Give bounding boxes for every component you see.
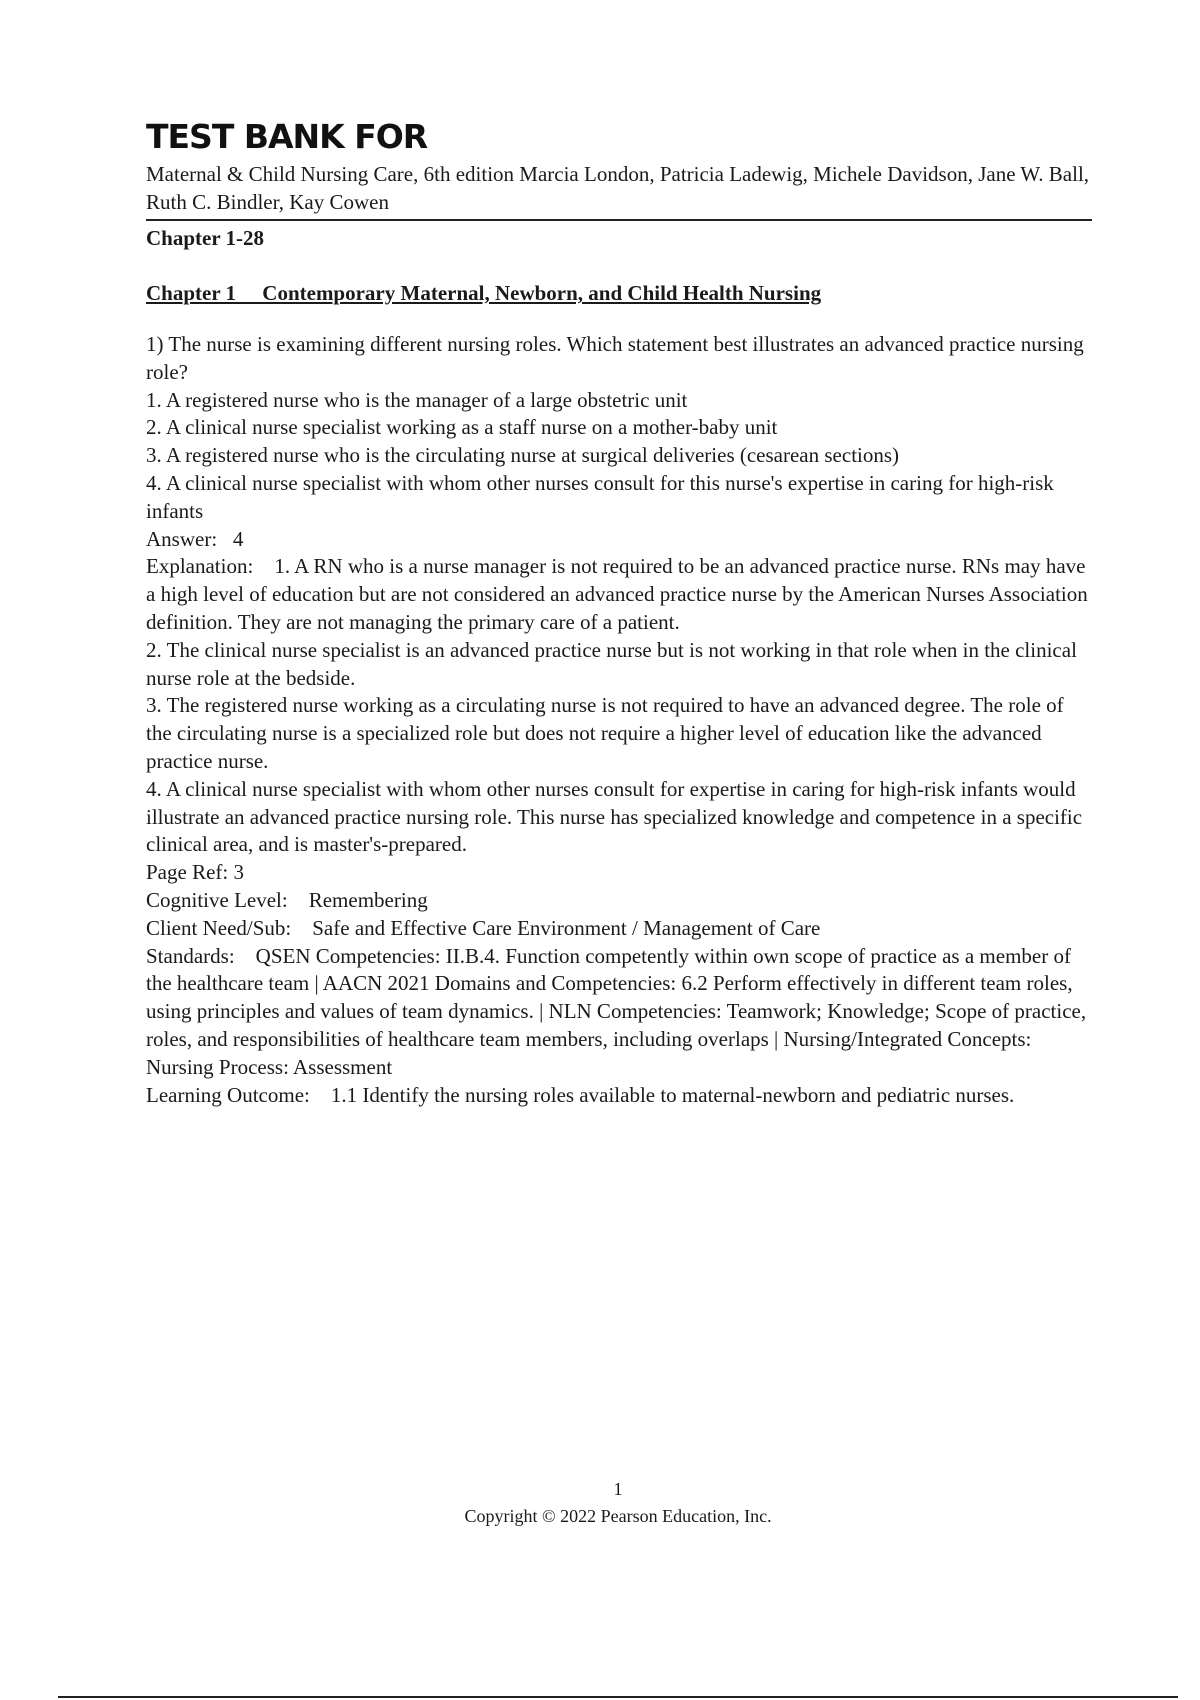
standards-label: Standards:	[146, 943, 235, 968]
explanation-text: 3. The registered nurse working as a circulating nurse is not required to have an advanced degree. The role of the circulating nurse is a specialized role but does not require a higher level of education like the advanced practice nurse.	[146, 693, 1064, 773]
explanation-text: 4. A clinical nurse specialist with whom other nurses consult for expertise in caring for high-risk infants would illustrate an advanced practice nursing role. This nurse has specialized knowledge and competence in a specific clinical area, and is master's-prepared.	[146, 776, 1083, 857]
explanation-text: 1. A RN who is a nurse manager is not required to be an advanced practice nurse. RNs may have a high level of education but are not considered an advanced practice nurse by the American Nurses Association definition. They are not managing the primary care of a patient.	[146, 554, 1088, 634]
answer-line	[146, 526, 1092, 554]
answer-option: 4. A clinical nurse specialist with whom other nurses consult for this nurse's expertise in caring for high-risk infants	[146, 470, 1054, 523]
document-title: TEST BANK FOR	[146, 117, 428, 156]
cognitive-level-line	[146, 887, 1092, 915]
learning-outcome-value: 1.1 Identify the nursing roles available to maternal-newborn and pediatric nurses.	[330, 1082, 1015, 1107]
header-rule	[146, 219, 1092, 221]
standards-value: QSEN Competencies: II.B.4. Function competently within own scope of practice as a member of the healthcare team | AACN 2021 Domains and Competencies: 6.2 Perform effectively in different team roles, using principles and values of team dynamics. | NLN Competencies: Teamwork; Knowledge; Scope of practice, roles, and responsibilities of healthcare team members, including overlaps | Nursing/Integrated Concepts: Nursing Process: Assessment	[146, 943, 1087, 1079]
answer-option: 3. A registered nurse who is the circulating nurse at surgical deliveries (cesarean sections)	[146, 443, 900, 468]
client-need-value: Safe and Effective Care Environment / Management of Care	[312, 915, 821, 940]
bottom-rule	[58, 1696, 1178, 1698]
cognitive-level-value: Remembering	[308, 887, 428, 912]
answer-option: 2. A clinical nurse specialist working as a staff nurse on a mother-baby unit	[146, 415, 778, 440]
explanation-text: 2. The clinical nurse specialist is an advanced practice nurse but is not working in that role when in the clinical nurse role at the bedside.	[146, 637, 1077, 690]
explanation-line	[146, 553, 1092, 636]
page-ref: Page Ref: 3	[146, 860, 244, 885]
page-number: 1	[613, 1479, 623, 1499]
explanation-label: Explanation:	[146, 554, 254, 579]
standards-line	[146, 943, 1092, 1082]
question-stem: 1) The nurse is examining different nursing roles. Which statement best illustrates an advanced practice nursing role?	[146, 332, 1084, 384]
answer-option: 1. A registered nurse who is the manager of a large obstetric unit	[146, 387, 688, 412]
question-block	[146, 331, 1092, 1109]
learning-outcome-label: Learning Outcome:	[146, 1082, 310, 1107]
learning-outcome-line	[146, 1082, 1092, 1110]
answer-label: Answer:	[146, 526, 218, 551]
cognitive-level-label: Cognitive Level:	[146, 887, 288, 912]
chapter-heading: Chapter 1 Contemporary Maternal, Newborn, and Child Health Nursing	[146, 281, 822, 305]
answer-value: 4	[232, 526, 244, 551]
document-page	[146, 118, 1092, 1109]
book-citation: Maternal & Child Nursing Care, 6th edition Marcia London, Patricia Ladewig, Michele Davidson, Jane W. Ball, Ruth C. Bindler, Kay Cowen	[146, 162, 1090, 214]
client-need-line	[146, 915, 1092, 943]
chapter-range: Chapter 1-28	[146, 226, 265, 250]
copyright-notice: Copyright © 2022 Pearson Education, Inc.	[464, 1506, 772, 1526]
client-need-label: Client Need/Sub:	[146, 915, 292, 940]
